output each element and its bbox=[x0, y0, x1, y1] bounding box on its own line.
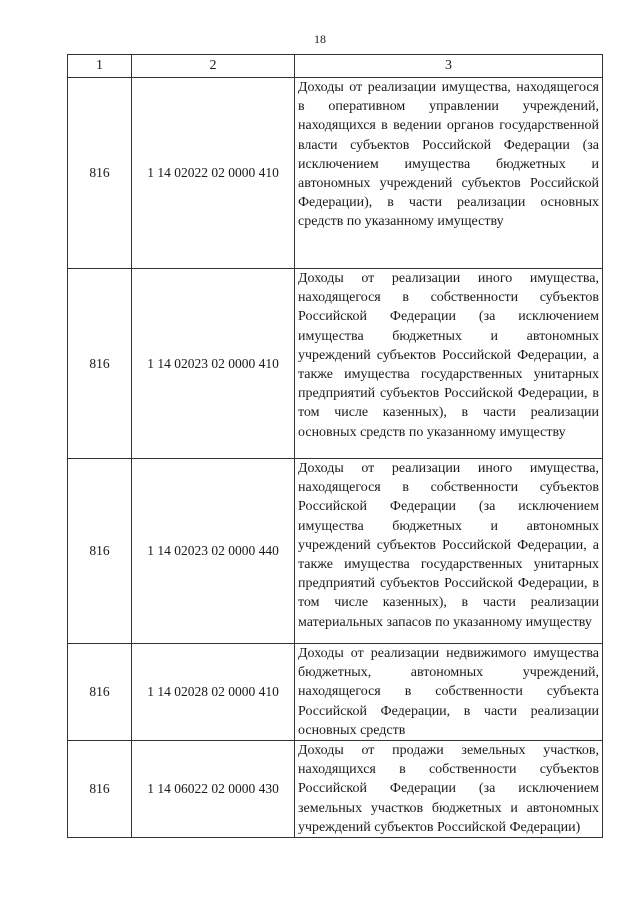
column-header-1: 1 bbox=[68, 55, 132, 78]
table-row bbox=[68, 741, 603, 838]
page-number: 18 bbox=[314, 32, 326, 46]
revenue-description-cell: Доходы от продажи земельных участков, находящихся в собственности субъектов Российской Федерации (за исключением земельных участков бюджетных и автономных учреждений субъектов Российской Федерации) bbox=[295, 741, 603, 838]
revenue-code-cell: 1 14 06022 02 0000 430 bbox=[132, 741, 295, 838]
admin-code-cell: 816 bbox=[68, 644, 132, 741]
admin-code-cell: 816 bbox=[68, 78, 132, 269]
revenue-code-cell: 1 14 02022 02 0000 410 bbox=[132, 78, 295, 269]
revenue-description-cell: Доходы от реализации иного имущества, находящегося в собственности субъектов Российской Федерации (за исключением имущества бюджетных и автономных учреждений субъектов Российской Федерации, а также имущества государственных унитарных предприятий субъектов Российской Федерации, в том числе казенных), в части реализации материальных запасов по указанному имуществу bbox=[295, 459, 603, 644]
revenue-code-cell: 1 14 02023 02 0000 440 bbox=[132, 459, 295, 644]
table-row bbox=[68, 459, 603, 644]
revenue-code-cell: 1 14 02028 02 0000 410 bbox=[132, 644, 295, 741]
revenue-description-cell: Доходы от реализации недвижимого имущества бюджетных, автономных учреждений, находящегося в собственности субъекта Российской Федерации, в части реализации основных средств bbox=[295, 644, 603, 741]
column-header-3: 3 bbox=[295, 55, 603, 78]
table-header-row bbox=[68, 55, 603, 78]
admin-code-cell: 816 bbox=[68, 741, 132, 838]
table-row bbox=[68, 78, 603, 269]
admin-code-cell: 816 bbox=[68, 269, 132, 459]
revenue-codes-table bbox=[67, 54, 603, 838]
table-row bbox=[68, 269, 603, 459]
revenue-code-cell: 1 14 02023 02 0000 410 bbox=[132, 269, 295, 459]
revenue-description-cell: Доходы от реализации имущества, находящегося в оперативном управлении учреждений, находящихся в ведении органов государственной власти субъектов Российской Федерации (за исключением имущества бюджетных и автономных учреждений субъектов Российской Федерации), в части реализации основных средств по указанному имуществу bbox=[295, 78, 603, 269]
admin-code-cell: 816 bbox=[68, 459, 132, 644]
table-row bbox=[68, 644, 603, 741]
column-header-2: 2 bbox=[132, 55, 295, 78]
revenue-description-cell: Доходы от реализации иного имущества, находящегося в собственности субъектов Российской Федерации (за исключением имущества бюджетных и автономных учреждений субъектов Российской Федерации, а также имущества государственных унитарных предприятий субъектов Российской Федерации, в том числе казенных), в части реализации основных средств по указанному имуществу bbox=[295, 269, 603, 459]
